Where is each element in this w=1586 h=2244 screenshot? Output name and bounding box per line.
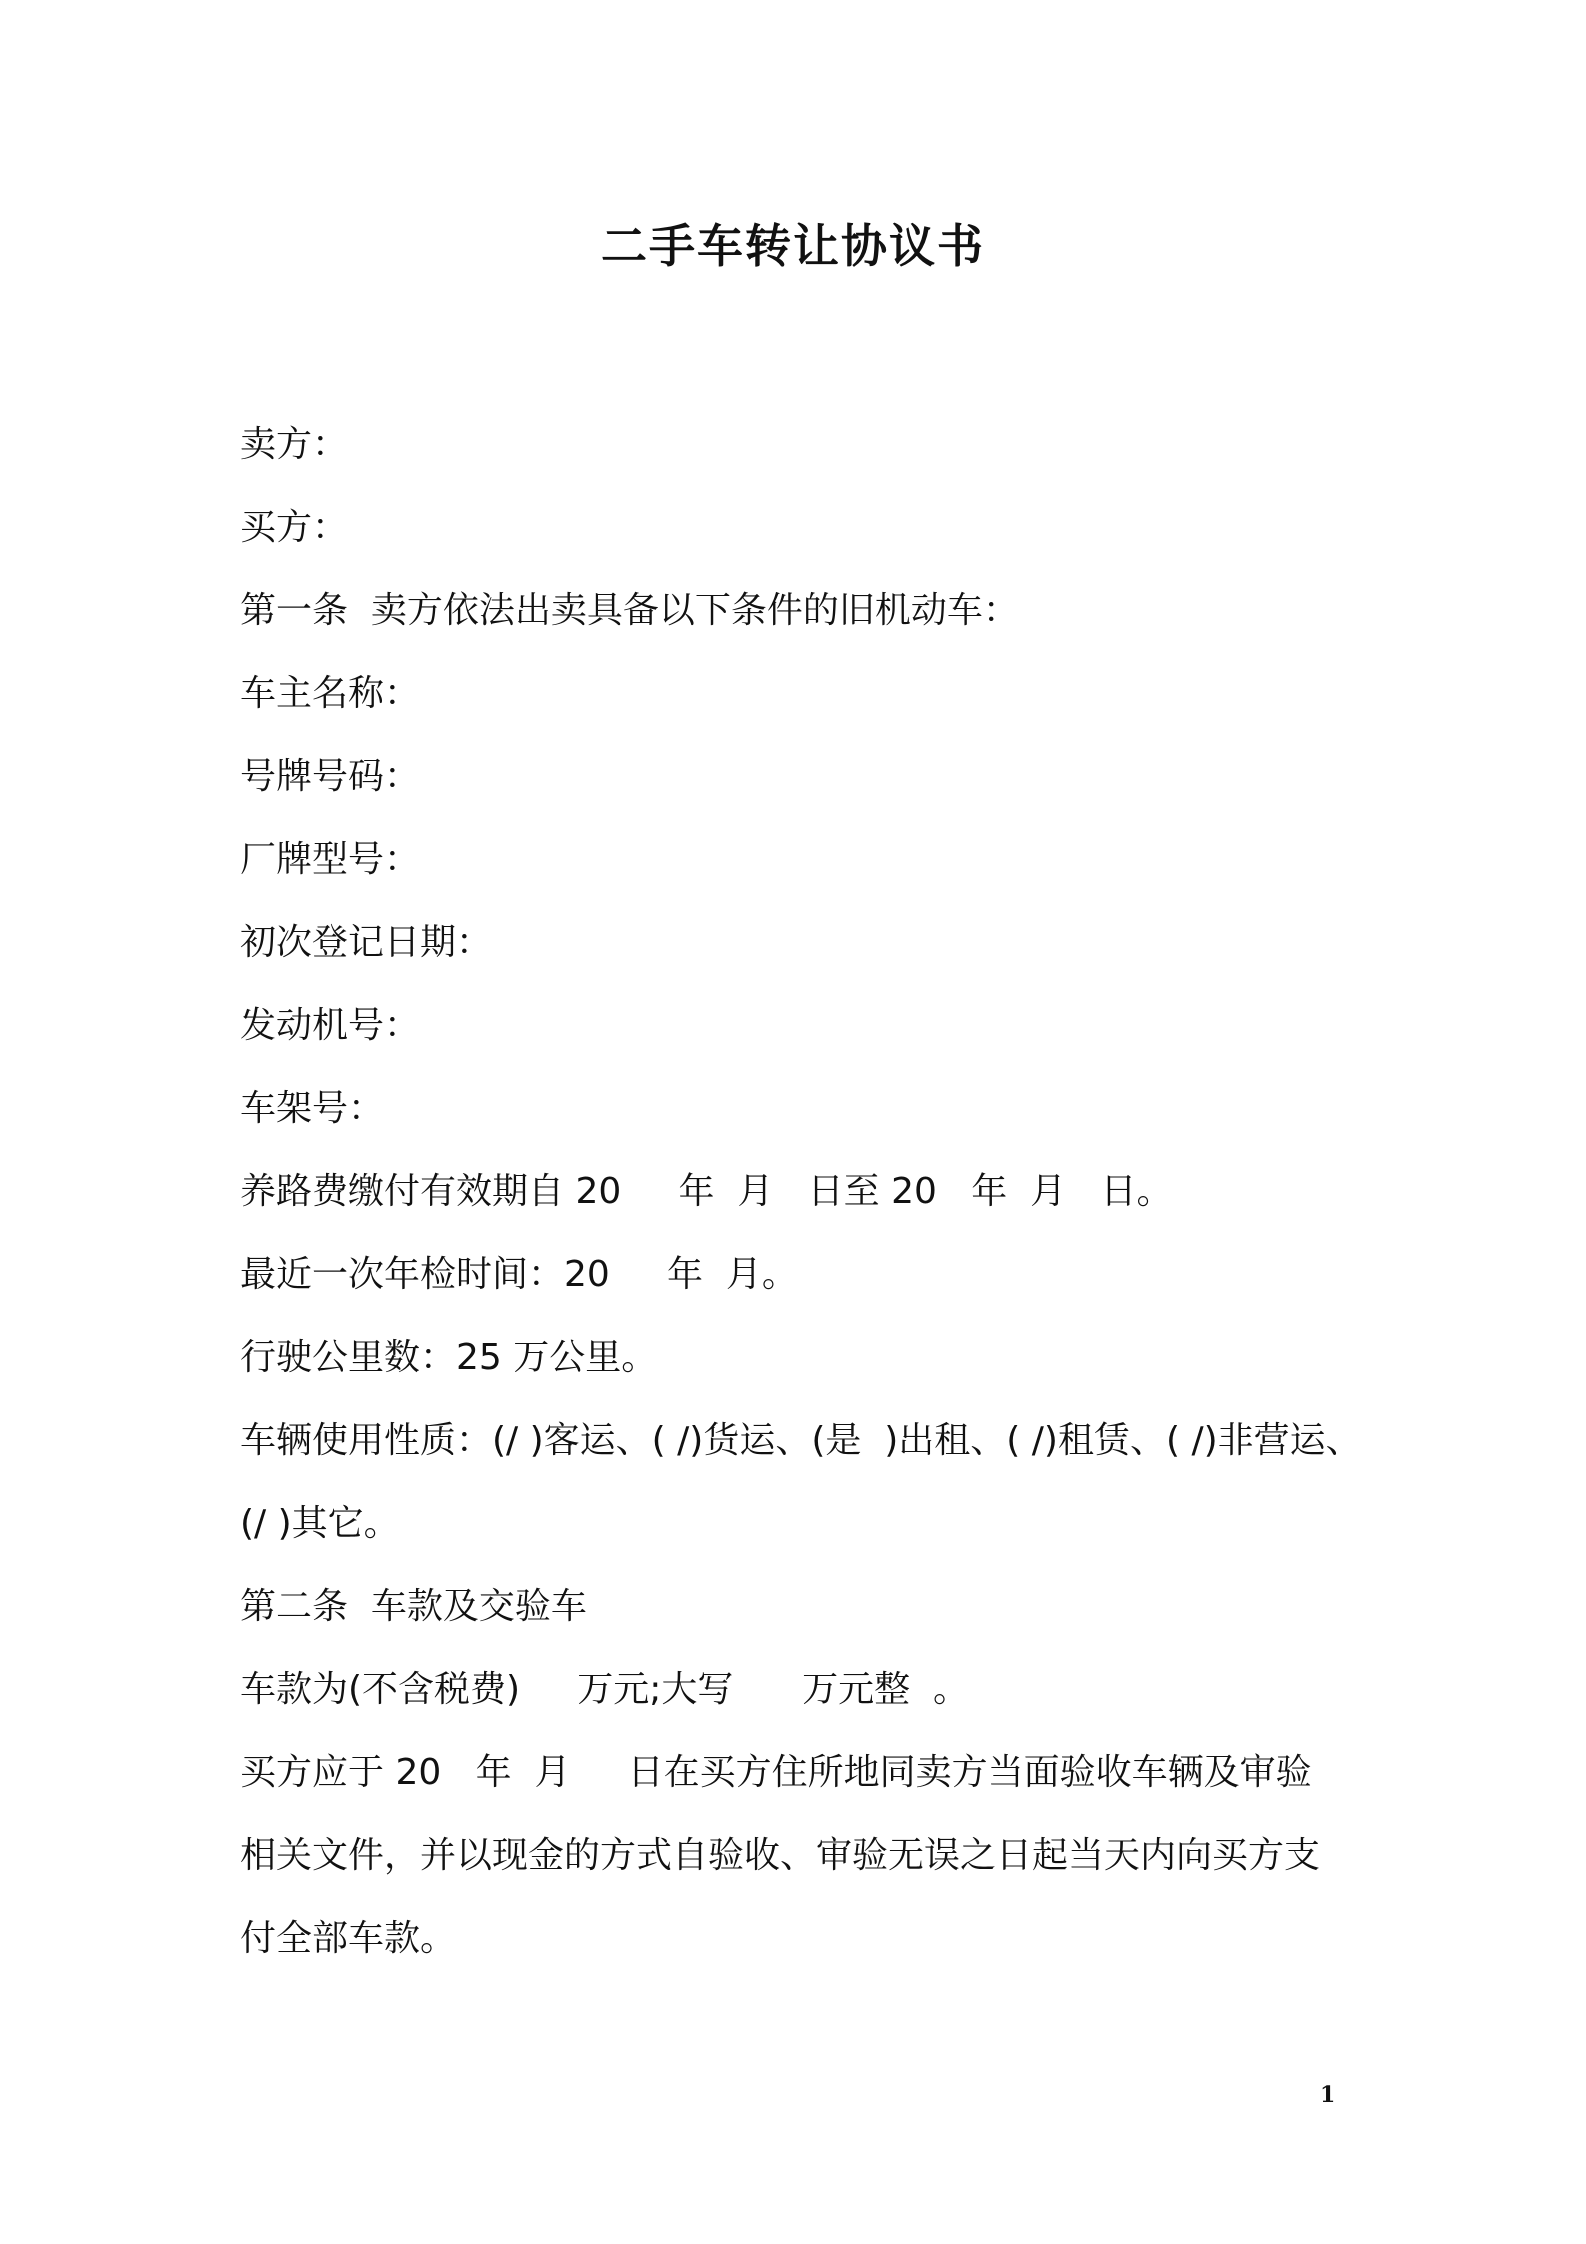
inspection-paragraph-line-3: 付全部车款。	[240, 1918, 457, 1959]
annual-inspection-line: 最近一次年检时间：20 年 月。	[240, 1254, 798, 1295]
mileage-line: 行驶公里数：25 万公里。	[240, 1337, 658, 1378]
page-number: 1	[1320, 2082, 1336, 2108]
brand-model-line: 厂牌型号：	[240, 839, 421, 880]
price-line: 车款为(不含税费) 万元;大写 万元整 。	[240, 1669, 969, 1710]
usage-nature-line-continued: (/ )其它。	[240, 1503, 400, 1544]
plate-number-line: 号牌号码：	[240, 756, 421, 797]
inspection-paragraph-line-1: 买方应于 20 年 月 日在买方住所地同卖方当面验收车辆及审验	[240, 1752, 1312, 1793]
engine-number-line: 发动机号：	[240, 1005, 421, 1046]
inspection-paragraph-line-2: 相关文件，并以现金的方式自验收、审验无误之日起当天内向买方支	[240, 1835, 1321, 1876]
document-body	[240, 403, 1400, 1980]
road-fee-validity-line: 养路费缴付有效期自 20 年 月 日至 20 年 月 日。	[240, 1171, 1173, 1212]
seller-line: 卖方：	[240, 424, 349, 465]
first-registration-line: 初次登记日期：	[240, 922, 493, 963]
owner-name-line: 车主名称：	[240, 673, 421, 714]
article-one-heading: 第一条 卖方依法出卖具备以下条件的旧机动车：	[240, 590, 1019, 631]
usage-nature-line: 车辆使用性质：(/ )客运、( /)货运、(是 )出租、( /)租赁、( /)非营运、	[240, 1420, 1362, 1461]
frame-number-line: 车架号：	[240, 1088, 385, 1129]
document-title: 二手车转让协议书	[601, 219, 985, 273]
article-two-heading: 第二条 车款及交验车	[240, 1586, 587, 1627]
buyer-line: 买方：	[240, 507, 349, 548]
